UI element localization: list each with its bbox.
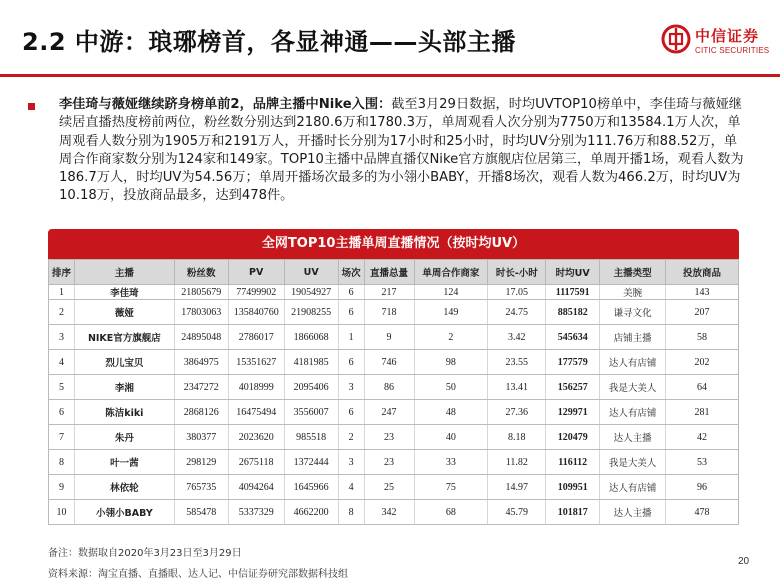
cell-fans: 298129 <box>174 450 228 475</box>
table-row <box>49 450 739 475</box>
cell-uv: 19054927 <box>284 285 338 300</box>
cell-sessions: 3 <box>338 450 364 475</box>
cell-rank: 4 <box>49 350 75 375</box>
cell-anchor-type: 店铺主播 <box>600 325 666 350</box>
cell-fans: 17803063 <box>174 300 228 325</box>
cell-products: 42 <box>666 425 739 450</box>
cell-pv: 77499902 <box>228 285 284 300</box>
cell-anchor: 朱丹 <box>74 425 174 450</box>
cell-anchor: 烈儿宝贝 <box>74 350 174 375</box>
cell-hours: 3.42 <box>488 325 546 350</box>
cell-merchants: 68 <box>414 500 488 525</box>
cell-hours: 11.82 <box>488 450 546 475</box>
cell-sessions: 3 <box>338 375 364 400</box>
logo-english-name: CITIC SECURITIES <box>695 46 770 55</box>
cell-sessions: 4 <box>338 475 364 500</box>
col-header-hourly-uv: 时均UV <box>546 260 600 285</box>
summary-body: 截至3月29日数据，时均UVTOP10榜单中，李佳琦与薇娅继续居直播热度榜前两位，粉丝数分别达到2180.6万和1780.3万，单周观看人次分别为7750万和13584.1万人次，单周观看人数分别为1905万和2191万人，开播时长分别为17小时和25小时，时均UV分别为111.76万和88.52万，单周合作商家数分别为124家和149家。TOP10主播中品牌直播仅Nike官方旗舰店位居第三，单周开播1场，观看人数为186.7万人，时均UV为54.56万；单周开播场次最多的为小翎小BABY，开播8场次，观看人数为466.2万，时均UV为10.18万，投放商品最多，达到478件。 <box>59 97 744 204</box>
cell-live-total: 718 <box>364 300 414 325</box>
cell-merchants: 124 <box>414 285 488 300</box>
cell-anchor: 李湘 <box>74 375 174 400</box>
cell-fans: 24895048 <box>174 325 228 350</box>
col-header-rank: 排序 <box>49 260 75 285</box>
cell-fans: 380377 <box>174 425 228 450</box>
col-header-pv: PV <box>228 260 284 285</box>
cell-pv: 2675118 <box>228 450 284 475</box>
table-row <box>49 475 739 500</box>
cell-merchants: 2 <box>414 325 488 350</box>
cell-anchor: NIKE官方旗舰店 <box>74 325 174 350</box>
cell-anchor: 陈洁kiki <box>74 400 174 425</box>
cell-anchor: 李佳琦 <box>74 285 174 300</box>
cell-anchor-type: 达人有店铺 <box>600 400 666 425</box>
col-header-anchor-type: 主播类型 <box>600 260 666 285</box>
cell-rank: 8 <box>49 450 75 475</box>
cell-products: 202 <box>666 350 739 375</box>
bullet-square-icon <box>28 103 35 110</box>
cell-uv: 21908255 <box>284 300 338 325</box>
cell-merchants: 149 <box>414 300 488 325</box>
table-row <box>49 300 739 325</box>
table-row <box>49 375 739 400</box>
table-title-banner: 全网TOP10主播单周直播情况（按时均UV） <box>48 229 739 259</box>
cell-anchor: 林依轮 <box>74 475 174 500</box>
table-row <box>49 425 739 450</box>
cell-uv: 985518 <box>284 425 338 450</box>
table-row <box>49 400 739 425</box>
data-source: 资料来源：淘宝直播、直播眼、达人记、中信证券研究部数据科技组 <box>48 569 348 580</box>
table-row <box>49 285 739 300</box>
cell-pv: 15351627 <box>228 350 284 375</box>
cell-hourly-uv: 156257 <box>546 375 600 400</box>
cell-merchants: 98 <box>414 350 488 375</box>
data-note: 备注：数据取自2020年3月23日至3月29日 <box>48 548 242 559</box>
cell-uv: 4181985 <box>284 350 338 375</box>
cell-hourly-uv: 109951 <box>546 475 600 500</box>
cell-products: 478 <box>666 500 739 525</box>
cell-merchants: 75 <box>414 475 488 500</box>
cell-sessions: 1 <box>338 325 364 350</box>
cell-hours: 27.36 <box>488 400 546 425</box>
col-header-products: 投放商品 <box>666 260 739 285</box>
cell-sessions: 6 <box>338 285 364 300</box>
cell-live-total: 247 <box>364 400 414 425</box>
cell-hourly-uv: 116112 <box>546 450 600 475</box>
cell-hours: 24.75 <box>488 300 546 325</box>
cell-pv: 2786017 <box>228 325 284 350</box>
cell-sessions: 2 <box>338 425 364 450</box>
cell-anchor-type: 达人有店铺 <box>600 350 666 375</box>
cell-hours: 23.55 <box>488 350 546 375</box>
cell-sessions: 6 <box>338 300 364 325</box>
cell-pv: 135840760 <box>228 300 284 325</box>
cell-rank: 3 <box>49 325 75 350</box>
cell-products: 58 <box>666 325 739 350</box>
cell-uv: 3556007 <box>284 400 338 425</box>
col-header-anchor: 主播 <box>74 260 174 285</box>
cell-anchor-type: 我是大美人 <box>600 450 666 475</box>
cell-hours: 17.05 <box>488 285 546 300</box>
col-header-live-total: 直播总量 <box>364 260 414 285</box>
cell-pv: 16475494 <box>228 400 284 425</box>
cell-merchants: 40 <box>414 425 488 450</box>
cell-hourly-uv: 177579 <box>546 350 600 375</box>
cell-pv: 4018999 <box>228 375 284 400</box>
cell-hours: 8.18 <box>488 425 546 450</box>
logo-chinese-name: 中信证券 <box>695 27 760 45</box>
cell-products: 96 <box>666 475 739 500</box>
col-header-fans: 粉丝数 <box>174 260 228 285</box>
cell-anchor: 叶一茜 <box>74 450 174 475</box>
cell-uv: 4662200 <box>284 500 338 525</box>
cell-uv: 1372444 <box>284 450 338 475</box>
cell-anchor-type: 达人主播 <box>600 500 666 525</box>
cell-products: 64 <box>666 375 739 400</box>
table-header-row <box>49 260 739 285</box>
cell-rank: 10 <box>49 500 75 525</box>
cell-fans: 2868126 <box>174 400 228 425</box>
cell-live-total: 746 <box>364 350 414 375</box>
cell-fans: 21805679 <box>174 285 228 300</box>
cell-products: 281 <box>666 400 739 425</box>
cell-rank: 6 <box>49 400 75 425</box>
cell-products: 207 <box>666 300 739 325</box>
col-header-hours: 时长-小时 <box>488 260 546 285</box>
cell-live-total: 25 <box>364 475 414 500</box>
table-row <box>49 325 739 350</box>
cell-hours: 45.79 <box>488 500 546 525</box>
cell-hourly-uv: 129971 <box>546 400 600 425</box>
cell-hourly-uv: 1117591 <box>546 285 600 300</box>
cell-fans: 765735 <box>174 475 228 500</box>
cell-live-total: 342 <box>364 500 414 525</box>
cell-rank: 5 <box>49 375 75 400</box>
cell-live-total: 86 <box>364 375 414 400</box>
cell-anchor-type: 达人主播 <box>600 425 666 450</box>
summary-paragraph <box>59 96 749 206</box>
cell-merchants: 50 <box>414 375 488 400</box>
cell-hourly-uv: 101817 <box>546 500 600 525</box>
cell-sessions: 8 <box>338 500 364 525</box>
cell-pv: 5337329 <box>228 500 284 525</box>
citic-logo-icon <box>661 24 691 54</box>
page-number: 20 <box>738 556 750 567</box>
cell-anchor-type: 美腕 <box>600 285 666 300</box>
cell-products: 53 <box>666 450 739 475</box>
cell-pv: 4094264 <box>228 475 284 500</box>
top10-anchor-table <box>48 259 739 525</box>
cell-live-total: 9 <box>364 325 414 350</box>
cell-hourly-uv: 545634 <box>546 325 600 350</box>
cell-merchants: 48 <box>414 400 488 425</box>
cell-rank: 7 <box>49 425 75 450</box>
cell-hours: 13.41 <box>488 375 546 400</box>
cell-live-total: 23 <box>364 450 414 475</box>
cell-hourly-uv: 120479 <box>546 425 600 450</box>
table-row <box>49 350 739 375</box>
col-header-uv: UV <box>284 260 338 285</box>
table-row <box>49 500 739 525</box>
cell-rank: 1 <box>49 285 75 300</box>
cell-uv: 2095406 <box>284 375 338 400</box>
cell-live-total: 217 <box>364 285 414 300</box>
cell-uv: 1866068 <box>284 325 338 350</box>
cell-fans: 3864975 <box>174 350 228 375</box>
summary-lead: 李佳琦与薇娅继续跻身榜单前2，品牌主播中Nike入围： <box>59 97 392 112</box>
cell-fans: 2347272 <box>174 375 228 400</box>
cell-anchor: 小翎小BABY <box>74 500 174 525</box>
cell-rank: 2 <box>49 300 75 325</box>
cell-sessions: 6 <box>338 350 364 375</box>
col-header-sessions: 场次 <box>338 260 364 285</box>
cell-live-total: 23 <box>364 425 414 450</box>
cell-anchor-type: 达人有店铺 <box>600 475 666 500</box>
page-title: 2.2 中游：琅琊榜首，各显神通——头部主播 <box>22 28 516 56</box>
cell-hourly-uv: 885182 <box>546 300 600 325</box>
citic-logo <box>661 22 771 62</box>
header-divider <box>0 74 780 77</box>
cell-anchor-type: 谦寻文化 <box>600 300 666 325</box>
cell-anchor-type: 我是大美人 <box>600 375 666 400</box>
slide-header <box>0 0 780 76</box>
cell-pv: 2023620 <box>228 425 284 450</box>
col-header-merchants: 单周合作商家 <box>414 260 488 285</box>
cell-hours: 14.97 <box>488 475 546 500</box>
cell-sessions: 6 <box>338 400 364 425</box>
cell-uv: 1645966 <box>284 475 338 500</box>
cell-rank: 9 <box>49 475 75 500</box>
cell-merchants: 33 <box>414 450 488 475</box>
cell-fans: 585478 <box>174 500 228 525</box>
cell-anchor: 薇娅 <box>74 300 174 325</box>
cell-products: 143 <box>666 285 739 300</box>
